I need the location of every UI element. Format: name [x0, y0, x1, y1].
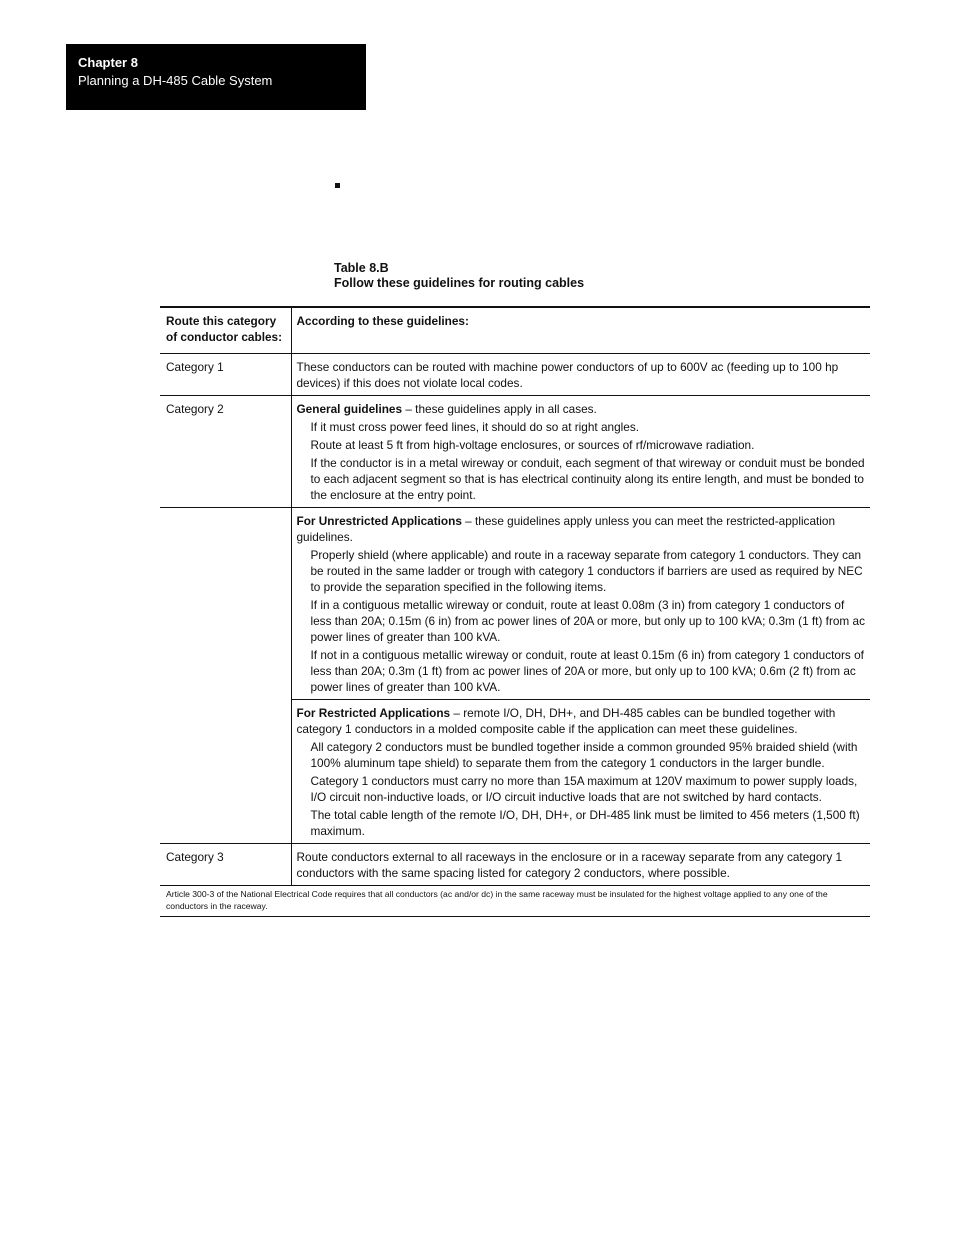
- bullet-marker: [335, 183, 340, 188]
- restricted-item: All category 2 conductors must be bundled together inside a common grounded 95% braided shield (with 100% aluminum tape shield) to separate them from the category 1 conductors in the larger bundle.: [310, 739, 858, 770]
- restricted-cell: [291, 699, 870, 843]
- unrestricted-item: If not in a contiguous metallic wireway or conduit, route at least 0.15m (6 in) from category 1 conductors of less than 20A; 0.3m (1 ft) from ac power lines of 20A or more, but only up to 100 kVA; 0.6m (2 ft) from ac power lines of greater than 100 kVA.: [310, 647, 864, 694]
- unrestricted-item: Properly shield (where applicable) and route in a raceway separate from category 1 conductors. They can be routed in the same ladder or trough with category 1 conductors if barriers are used as required by NEC to provide the separation specified in the following items.: [310, 547, 863, 594]
- category-1-label: Category 1: [160, 353, 291, 395]
- restricted-heading: For Restricted Applications: [296, 705, 451, 720]
- empty-cell: [160, 699, 291, 843]
- table-row-category-2-unrestricted: [160, 507, 870, 699]
- routing-guidelines-table: [160, 306, 870, 917]
- table-row-category-2-general: [160, 395, 870, 507]
- table-caption: [334, 261, 584, 291]
- chapter-number: Chapter 8: [78, 55, 138, 70]
- unrestricted-item: If in a contiguous metallic wireway or conduit, route at least 0.08m (3 in) from category 1 conductors of less than 20A; 0.15m (6 in) from ac power lines of 20A or more, but only up to 100 kVA; 0.3m (1 ft) from ac power lines of greater than 100 kVA.: [310, 597, 865, 644]
- category-3-label: Category 3: [160, 843, 291, 885]
- col2-header: According to these guidelines:: [291, 307, 870, 353]
- general-guidelines-cell: [291, 395, 870, 507]
- table-number: Table 8.B: [334, 261, 389, 275]
- general-guidelines-heading: General guidelines: [296, 401, 403, 416]
- general-guidelines-rest: – these guidelines apply in all cases.: [402, 401, 597, 416]
- empty-cell: [160, 507, 291, 699]
- chapter-header: [66, 44, 366, 110]
- general-item: If it must cross power feed lines, it should do so at right angles.: [310, 419, 640, 434]
- category-2-label: Category 2: [160, 395, 291, 507]
- table-footnote: Article 300-3 of the National Electrical Code requires that all conductors (ac and/or dc) in the same raceway must be insulated for the highest voltage applied to any one of the conductors in the raceway.: [160, 885, 870, 916]
- category-3-text: Route conductors external to all raceways in the enclosure or in a raceway separate from any category 1 conductors with the same spacing listed for category 2 conductors, where possible.: [291, 843, 870, 885]
- table-title: Follow these guidelines for routing cables: [334, 276, 585, 290]
- restricted-rest: – remote I/O, DH, DH+, and DH-485 cables can be bundled together with category 1 conductors in a molded composite cable if the application can meet these guidelines.: [296, 705, 836, 736]
- restricted-intro: [297, 705, 866, 737]
- unrestricted-cell: [291, 507, 870, 699]
- unrestricted-rest: – these guidelines apply unless you can meet the restricted-application guidelines.: [296, 513, 836, 544]
- table-row-category-2-restricted: [160, 699, 870, 843]
- restricted-item: Category 1 conductors must carry no more than 15A maximum at 120V maximum to power supply loads, I/O circuit non-inductive loads, or I/O circuit inductive loads that are not switched by hard contacts.: [310, 773, 858, 804]
- chapter-title: Planning a DH-485 Cable System: [78, 73, 273, 88]
- table-header-row: [160, 307, 870, 353]
- restricted-item: The total cable length of the remote I/O, DH, DH+, or DH-485 link must be limited to 456 meters (1,500 ft) maximum.: [310, 807, 860, 838]
- table-row-category-1: [160, 353, 870, 395]
- general-item: If the conductor is in a metal wireway or conduit, each segment of that wireway or conduit must be bonded to each adjacent segment so that is has electrical continuity along its entire length, and must be bonded to the enclosure at the entry point.: [310, 455, 865, 502]
- table-footnote-row: [160, 885, 870, 916]
- general-guidelines-intro: [297, 401, 866, 417]
- col1-header: Route this category of conductor cables:: [160, 307, 291, 353]
- unrestricted-heading: For Unrestricted Applications: [296, 513, 462, 528]
- general-item: Route at least 5 ft from high-voltage enclosures, or sources of rf/microwave radiation.: [310, 437, 755, 452]
- unrestricted-intro: [297, 513, 866, 545]
- category-1-text: These conductors can be routed with machine power conductors of up to 600V ac (feeding up to 100 hp devices) if this does not violate local codes.: [291, 353, 870, 395]
- table-row-category-3: [160, 843, 870, 885]
